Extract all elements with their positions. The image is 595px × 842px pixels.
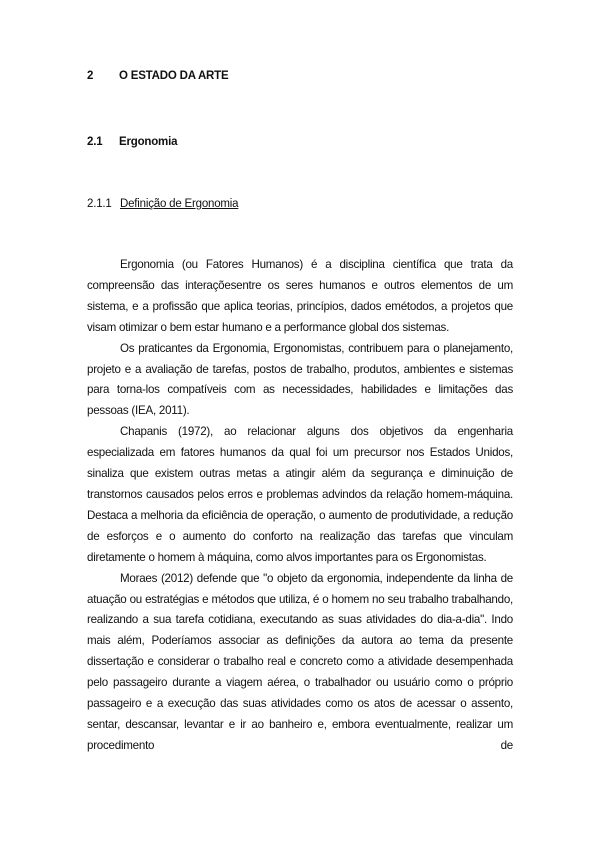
subsection-title: Ergonomia [119,136,178,148]
subsubsection-title: Definição de Ergonomia [120,198,239,210]
section-heading [87,70,228,82]
subsection-number: 2.1 [87,136,103,148]
paragraph: Ergonomia (ou Fatores Humanos) é a disciplina científica que trata da compreensão das interaçõesentre os seres humanos e outros elementos de um sistema, e a profissão que aplica teorias, princípios, dados emétodos, a projetos que visam otimizar o bem estar humano e a performance global dos sistemas. [87,258,513,334]
paragraph: Moraes (2012) defende que "o objeto da ergonomia, independente da linha de atuação ou estratégias e métodos que utiliza, é o homem no seu trabalho trabalhando, realizando a sua tarefa cotidiana, executando as suas atividades do dia-a-dia". Indo mais além, Poderíamos associar as definições da autora ao tema da presente dissertação e considerar o trabalho real e concreto como a atividade desempenhada pelo passageiro durante a viagem aérea, o trabalhador ou usuário como o próprio passageiro e a execução das suas atividades como os atos de acessar o assento, sentar, descansar, levantar e ir ao banheiro e, embora eventualmente, realizar um procedimento de [87,571,513,752]
body-text [87,255,513,757]
section-title: O ESTADO DA ARTE [119,70,229,82]
paragraph: Chapanis (1972), ao relacionar alguns dos objetivos da engenharia especializada em fatores humanos da qual foi um precursor nos Estados Unidos, sinaliza que existem outras metas a atingir além da segurança e diminuição de transtornos causados pelos erros e problemas advindos da relação homem-máquina. Destaca a melhoria da eficiência de operação, o aumento de produtividade, a redução de esforços e o aumento do conforto na realização das tarefas que vinculam diretamente o homem à máquina, como alvos importantes para os Ergonomistas. [87,425,513,564]
subsubsection-number: 2.1.1 [87,198,112,210]
subsection-heading [87,136,177,148]
paragraph: Os praticantes da Ergonomia, Ergonomistas, contribuem para o planejamento, projeto e a avaliação de tarefas, postos de trabalho, produtos, ambientes e sistemas para torna-los compatíveis com as necessidades, habilidades e limitações das pessoas (IEA, 2011). [87,341,513,418]
section-number: 2 [87,70,94,82]
subsubsection-heading [87,198,238,210]
